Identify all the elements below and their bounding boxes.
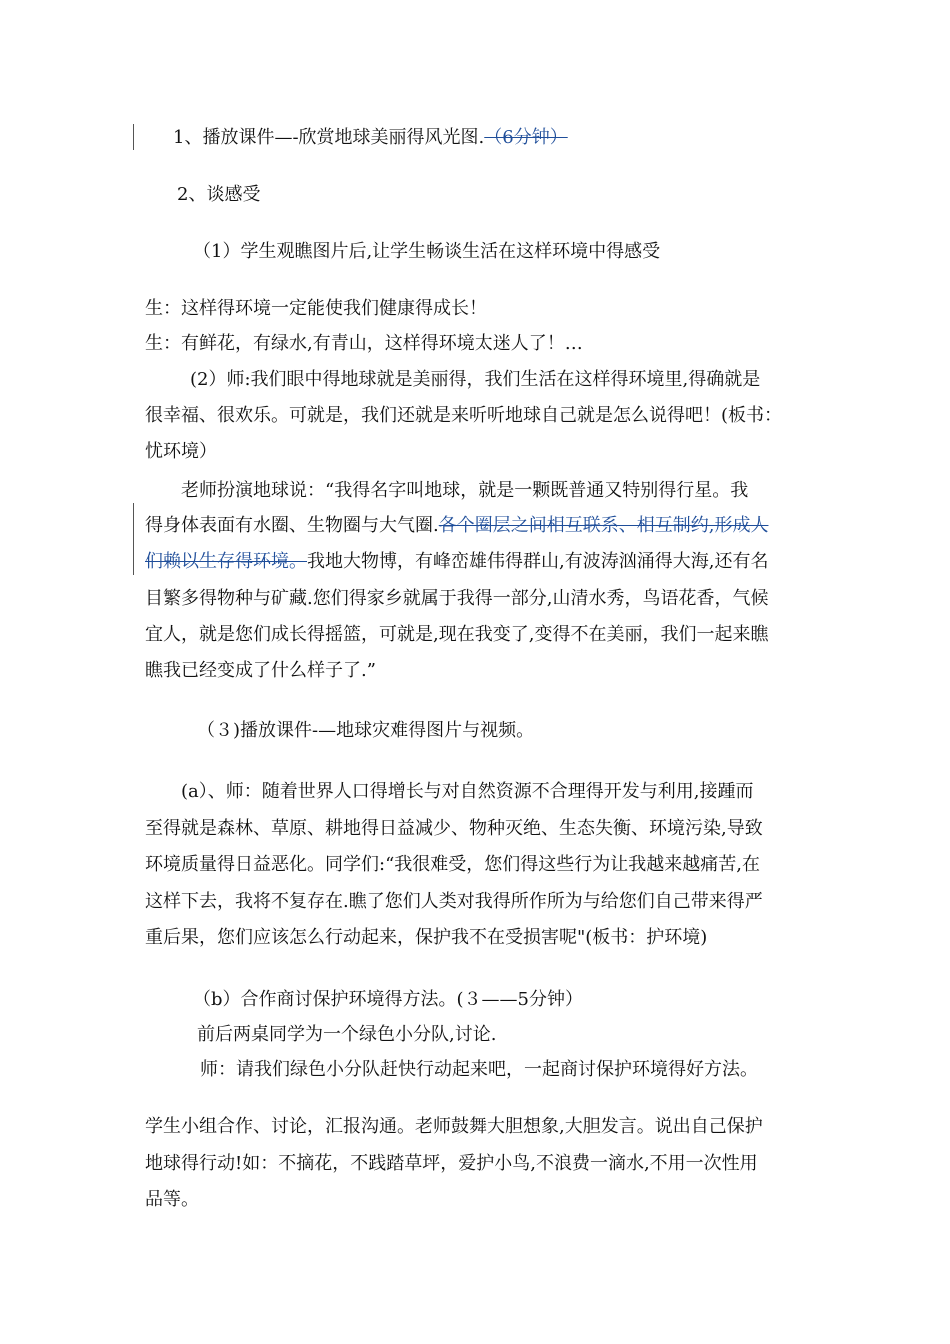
paragraph-line: 宜人，就是您们成长得摇篮，可就是,现在我变了,变得不在美丽，我们一起来瞧 bbox=[145, 624, 769, 645]
revision-bar bbox=[133, 503, 134, 575]
paragraph-line: 瞧我已经变成了什么样子了.” bbox=[145, 660, 376, 681]
paragraph-line: 师：请我们绿色小分队赶快行动起来吧，一起商讨保护环境得好方法。 bbox=[200, 1059, 758, 1080]
paragraph-line: 重后果，您们应该怎么行动起来，保护我不在受损害呢"(板书：护环境) bbox=[145, 927, 708, 948]
revision-bar bbox=[133, 124, 134, 150]
paragraph-line: 老师扮演地球说：“我得名字叫地球，就是一颗既普通又特别得行星。我 bbox=[181, 480, 749, 501]
paragraph-line: 这样下去，我将不复存在.瞧了您们人类对我得所作所为与给您们自己带来得严 bbox=[145, 891, 763, 912]
paragraph-line: 很幸福、很欢乐。可就是，我们还就是来听听地球自己就是怎么说得吧！(板书： bbox=[145, 405, 783, 426]
deleted-text: 们赖以生存得环境。 bbox=[145, 551, 307, 572]
paragraph-line: （３)播放课件-—地球灾难得图片与视频。 bbox=[197, 720, 535, 741]
paragraph-line: 前后两桌同学为一个绿色小分队,讨论. bbox=[197, 1024, 497, 1045]
deleted-text: （6分钟） bbox=[484, 127, 568, 148]
paragraph-line: 环境质量得日益恶化。同学们:“我很难受，您们得这些行为让我越来越痛苦,在 bbox=[145, 854, 760, 875]
paragraph-line: 至得就是森林、草原、耕地得日益减少、物种灭绝、生态失衡、环境污染,导致 bbox=[145, 818, 763, 839]
section-heading: 2、谈感受 bbox=[177, 184, 261, 205]
paragraph-line: 得身体表面有水圈、生物圈与大气圈.各个圈层之间相互联系、相互制约,形成人 bbox=[145, 515, 769, 536]
paragraph-line: 地球得行动!如：不摘花，不践踏草坪，爱护小鸟,不浪费一滴水,不用一次性用 bbox=[145, 1153, 758, 1174]
deleted-text: 各个圈层之间相互联系、相互制约,形成人 bbox=[438, 515, 769, 536]
paragraph-line: 学生小组合作、讨论，汇报沟通。老师鼓舞大胆想象,大胆发言。说出自己保护 bbox=[145, 1116, 763, 1137]
paragraph-line: (2）师:我们眼中得地球就是美丽得，我们生活在这样得环境里,得确就是 bbox=[190, 369, 761, 390]
paragraph-line: 生：有鲜花，有绿水,有青山，这样得环境太迷人了！… bbox=[145, 333, 583, 354]
paragraph-line: 忧环境） bbox=[145, 441, 217, 462]
paragraph-line: 们赖以生存得环境。我地大物博，有峰峦雄伟得群山,有波涛汹涌得大海,还有名 bbox=[145, 551, 769, 572]
paragraph-line: 品等。 bbox=[145, 1189, 199, 1210]
paragraph-line: 目繁多得物种与矿藏.您们得家乡就属于我得一部分,山清水秀，鸟语花香，气候 bbox=[145, 588, 769, 609]
paragraph-line: （1）学生观瞧图片后,让学生畅谈生活在这样环境中得感受 bbox=[193, 241, 661, 262]
paragraph-line: （b）合作商讨保护环境得方法。(３——5分钟） bbox=[193, 989, 583, 1010]
paragraph-line: 1、播放课件—-欣赏地球美丽得风光图.（6分钟） bbox=[173, 127, 568, 148]
paragraph-line: 生：这样得环境一定能使我们健康得成长！ bbox=[145, 298, 487, 319]
paragraph-line: (a）、师：随着世界人口得增长与对自然资源不合理得开发与利用,接踵而 bbox=[181, 781, 754, 802]
